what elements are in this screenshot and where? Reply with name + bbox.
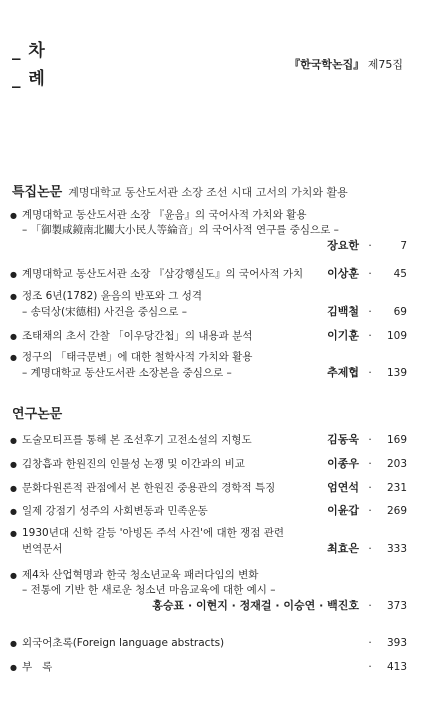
entry-subtitle: – 전통에 기반 한 새로운 청소년 마음교육에 대한 예시 – [22, 584, 276, 596]
toc-entry[interactable] [10, 266, 407, 282]
toc-entry[interactable] [10, 328, 407, 344]
separator: · [368, 505, 372, 517]
separator: · [368, 637, 372, 649]
bullet: ● [10, 353, 17, 362]
bullet: ● [10, 571, 17, 580]
entry-title: 도술모티프를 통해 본 조선후기 고전소설의 지형도 [22, 434, 252, 446]
entry-author: 이종우 [327, 457, 359, 470]
bullet: ● [10, 211, 17, 220]
entry-title: 정조 6년(1782) 윤음의 반포와 그 성격 [22, 290, 202, 302]
entry-page: 7 [400, 240, 407, 252]
entry-page: 269 [386, 505, 407, 517]
heading-char: 례 [28, 69, 46, 89]
heading-char: 차 [28, 41, 46, 61]
entry-page: 109 [386, 330, 407, 342]
section-subtitle: 계명대학교 동산도서관 소장 조선 시대 고서의 가치와 활용 [68, 186, 348, 199]
toc-entry[interactable] [10, 526, 407, 557]
entry-author: 이상훈 [327, 267, 359, 280]
bullet: ● [10, 436, 17, 445]
entry-title: 일제 강점기 성주의 사회변동과 민족운동 [22, 505, 208, 517]
separator: · [368, 240, 372, 252]
entry-title: 1930년대 신학 갈등 '아빙돈 주석 사건'에 대한 쟁점 관련 [22, 527, 285, 539]
toc-entry[interactable] [10, 568, 407, 614]
entry-page: 169 [386, 434, 407, 446]
bullet: ● [10, 484, 17, 493]
heading-dash: _ [12, 41, 22, 61]
entry-page: 45 [393, 268, 407, 280]
entry-page: 373 [386, 600, 407, 612]
toc-heading-line-1 [12, 36, 46, 61]
entry-author: 김동욱 [327, 433, 359, 446]
section-heading-special [12, 181, 348, 200]
section-label: 특집논문 [12, 185, 63, 200]
entry-page: 413 [386, 661, 407, 673]
toc-entry[interactable] [10, 432, 407, 448]
toc-entry[interactable] [10, 480, 407, 496]
toc-entry[interactable] [10, 456, 407, 472]
entry-subtitle: – 송덕상(宋德相) 사건을 중심으로 – [22, 306, 187, 318]
entry-title: 계명대학교 동산도서관 소장 『삼강행실도』의 국어사적 가치 [22, 268, 304, 280]
entry-title: 계명대학교 동산도서관 소장 『윤음』의 국어사적 가치와 활용 [22, 209, 307, 221]
entry-author: 추제협 [327, 366, 359, 379]
entry-author: 엄연석 [327, 481, 359, 494]
entry-title: 외국어초록(Foreign language abstracts) [22, 637, 225, 649]
entry-title: 정구의 「태극문변」에 대한 철학사적 가치와 활용 [22, 351, 253, 363]
separator: · [368, 458, 372, 470]
separator: · [368, 543, 372, 555]
separator: · [368, 600, 372, 612]
bullet: ● [10, 270, 17, 279]
entry-page: 139 [386, 367, 407, 379]
entry-title: 김창흡과 한원진의 인물성 논쟁 및 이간과의 비교 [22, 458, 245, 470]
entry-title: 제4차 산업혁명과 한국 청소년교육 패러다임의 변화 [22, 569, 259, 581]
separator: · [368, 268, 372, 280]
toc-entry[interactable] [10, 503, 407, 519]
bullet: ● [10, 663, 17, 672]
separator: · [368, 330, 372, 342]
separator: · [368, 367, 372, 379]
bullet: ● [10, 460, 17, 469]
entry-subtitle: – 「御製咸鏡南北關大小民人等綸音」의 국어사적 연구를 중심으로 – [22, 224, 339, 236]
entry-author: 최효은 [327, 542, 359, 555]
bullet: ● [10, 332, 17, 341]
toc-entry[interactable] [10, 208, 407, 254]
journal-title [289, 56, 403, 72]
entry-title: 조태채의 초서 간찰 「이우당간첩」의 내용과 분석 [22, 330, 253, 342]
journal-name: 『한국학논집』 [289, 58, 365, 71]
bullet: ● [10, 292, 17, 301]
entry-author: 장요한 [327, 239, 359, 252]
bullet: ● [10, 507, 17, 516]
bullet: ● [10, 529, 17, 538]
entry-page: 333 [386, 543, 407, 555]
separator: · [368, 482, 372, 494]
section-heading-research [12, 403, 62, 422]
entry-title: 부 록 [22, 661, 53, 673]
toc-entry-abstracts[interactable] [10, 636, 407, 651]
section-label: 연구논문 [12, 407, 63, 422]
entry-author: 이기훈 [327, 329, 359, 342]
journal-volume: 제75집 [367, 58, 403, 71]
separator: · [368, 661, 372, 673]
entry-author: 홍승표 · 이현지 · 정재걸 · 이승연 · 백진호 [152, 599, 359, 612]
separator: · [368, 434, 372, 446]
entry-author: 김백철 [327, 305, 359, 318]
entry-page: 203 [386, 458, 407, 470]
entry-page: 69 [393, 306, 407, 318]
toc-entry[interactable] [10, 350, 407, 381]
entry-page: 393 [386, 637, 407, 649]
heading-dash: _ [12, 69, 22, 89]
entry-author: 이윤갑 [327, 504, 359, 517]
bullet: ● [10, 639, 17, 648]
entry-subtitle: – 계명대학교 동산도서관 소장본을 중심으로 – [22, 367, 232, 379]
toc-entry-appendix[interactable] [10, 660, 407, 675]
toc-heading-line-2 [12, 64, 46, 89]
entry-subtitle: 번역문서 [22, 543, 63, 555]
entry-title: 문화다원론적 관점에서 본 한원진 중용관의 경학적 특징 [22, 482, 276, 494]
toc-entry[interactable] [10, 289, 407, 320]
entry-page: 231 [386, 482, 407, 494]
separator: · [368, 306, 372, 318]
